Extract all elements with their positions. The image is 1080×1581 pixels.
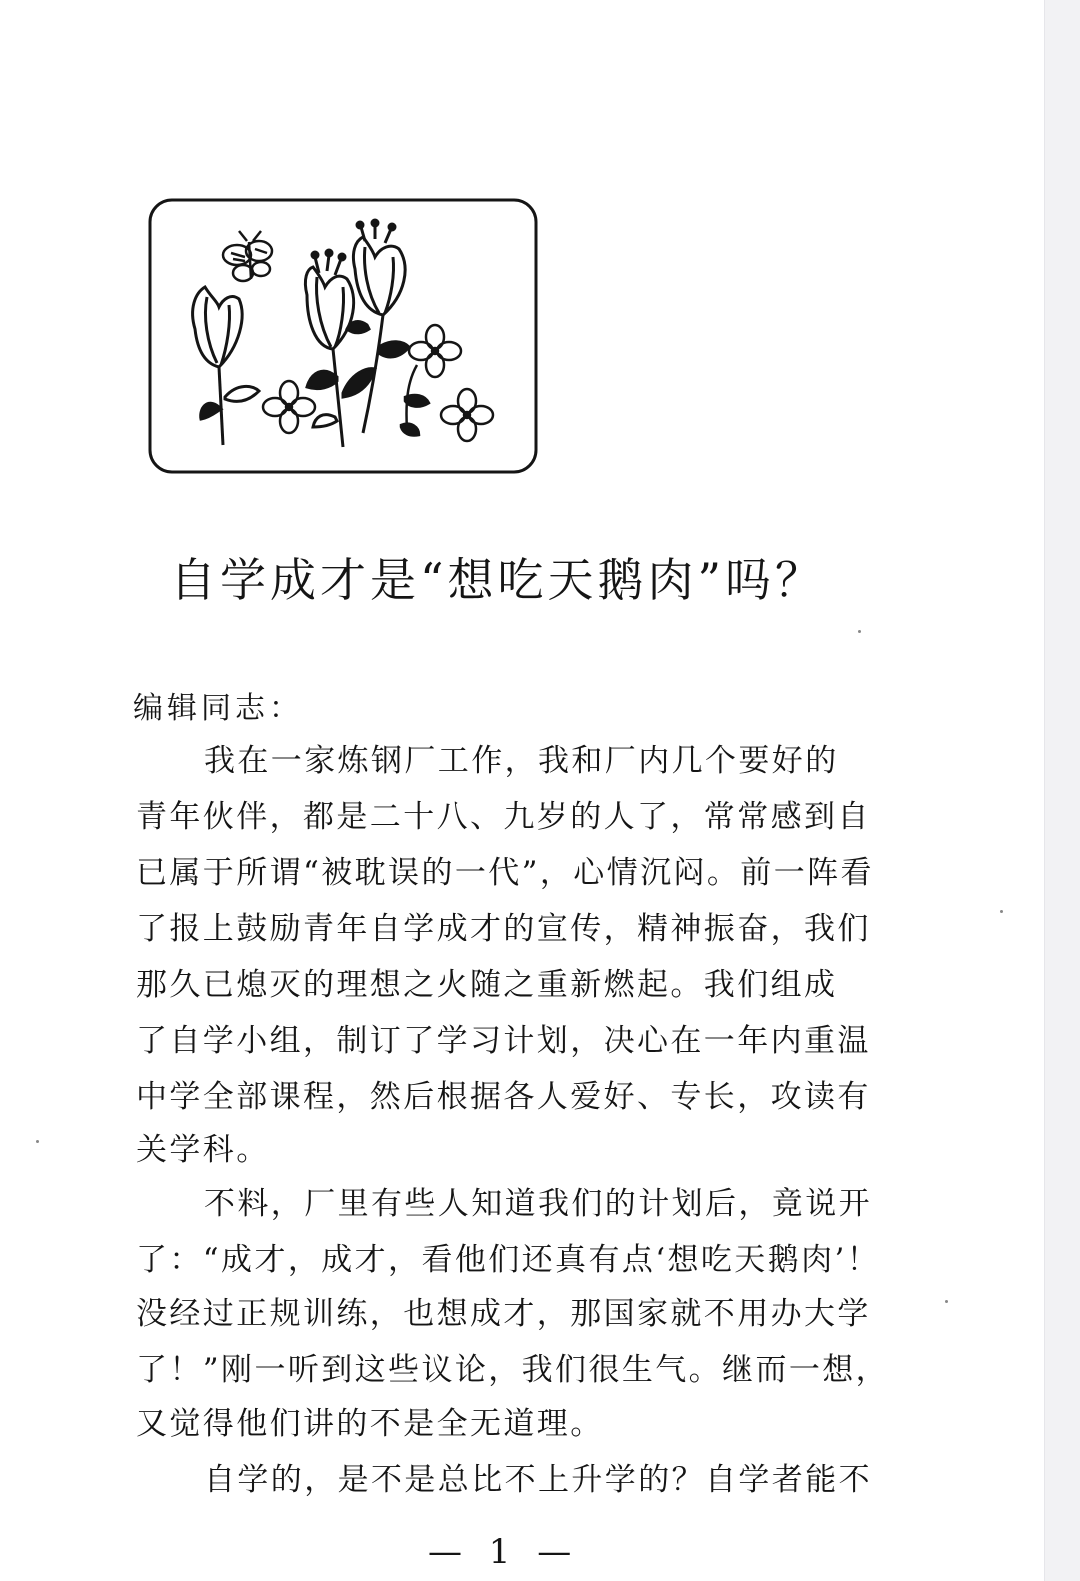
butterfly-icon [223,231,272,281]
scan-speck [36,1140,39,1143]
viewer-side-strip [1044,0,1080,1581]
paragraph-line: 没经过正规训练，也想成才，那国家就不用办大学 [136,1296,871,1332]
scan-speck [858,630,861,633]
paragraph-line: 中学全部课程，然后根据各人爱好、专长，攻读有 [136,1079,871,1115]
salutation: 编辑同志： [133,691,303,726]
paragraph-line: 我在一家炼钢厂工作，我和厂内几个要好的 [204,743,839,779]
paragraph-line: 关学科。 [136,1132,270,1168]
flowers-illustration [147,197,539,475]
paragraph-line: 不料，厂里有些人知道我们的计划后，竟说开 [204,1186,872,1222]
page-number: — 1 — [428,1532,580,1572]
paragraph-line: 了报上鼓励青年自学成才的宣传，精神振奋，我们 [136,911,871,947]
scan-speck [945,1300,948,1303]
paragraph-line: 已属于所谓“被耽误的一代”，心情沉闷。前一阵看 [136,855,874,891]
paragraph-line: 了自学小组，制订了学习计划，决心在一年内重温 [136,1023,871,1059]
paragraph-line: 了：“成才，成才，看他们还真有点‘想吃天鹅肉’！ [136,1242,881,1278]
paragraph-line: 青年伙伴，都是二十八、九岁的人了，常常感到自 [136,799,871,835]
paragraph-line: 了！”刚一听到这些议论，我们很生气。继而一想， [136,1352,890,1388]
scan-speck [1000,910,1003,913]
article-title: 自学成才是“想吃天鹅肉”吗？ [170,553,826,607]
paragraph-line: 那久已熄灭的理想之火随之重新燃起。我们组成 [136,967,838,1003]
paragraph-line: 自学的，是不是总比不上升学的？自学者能不 [204,1462,872,1498]
flowers-and-butterfly-icon [147,197,539,475]
paragraph-line: 又觉得他们讲的不是全无道理。 [136,1406,604,1442]
